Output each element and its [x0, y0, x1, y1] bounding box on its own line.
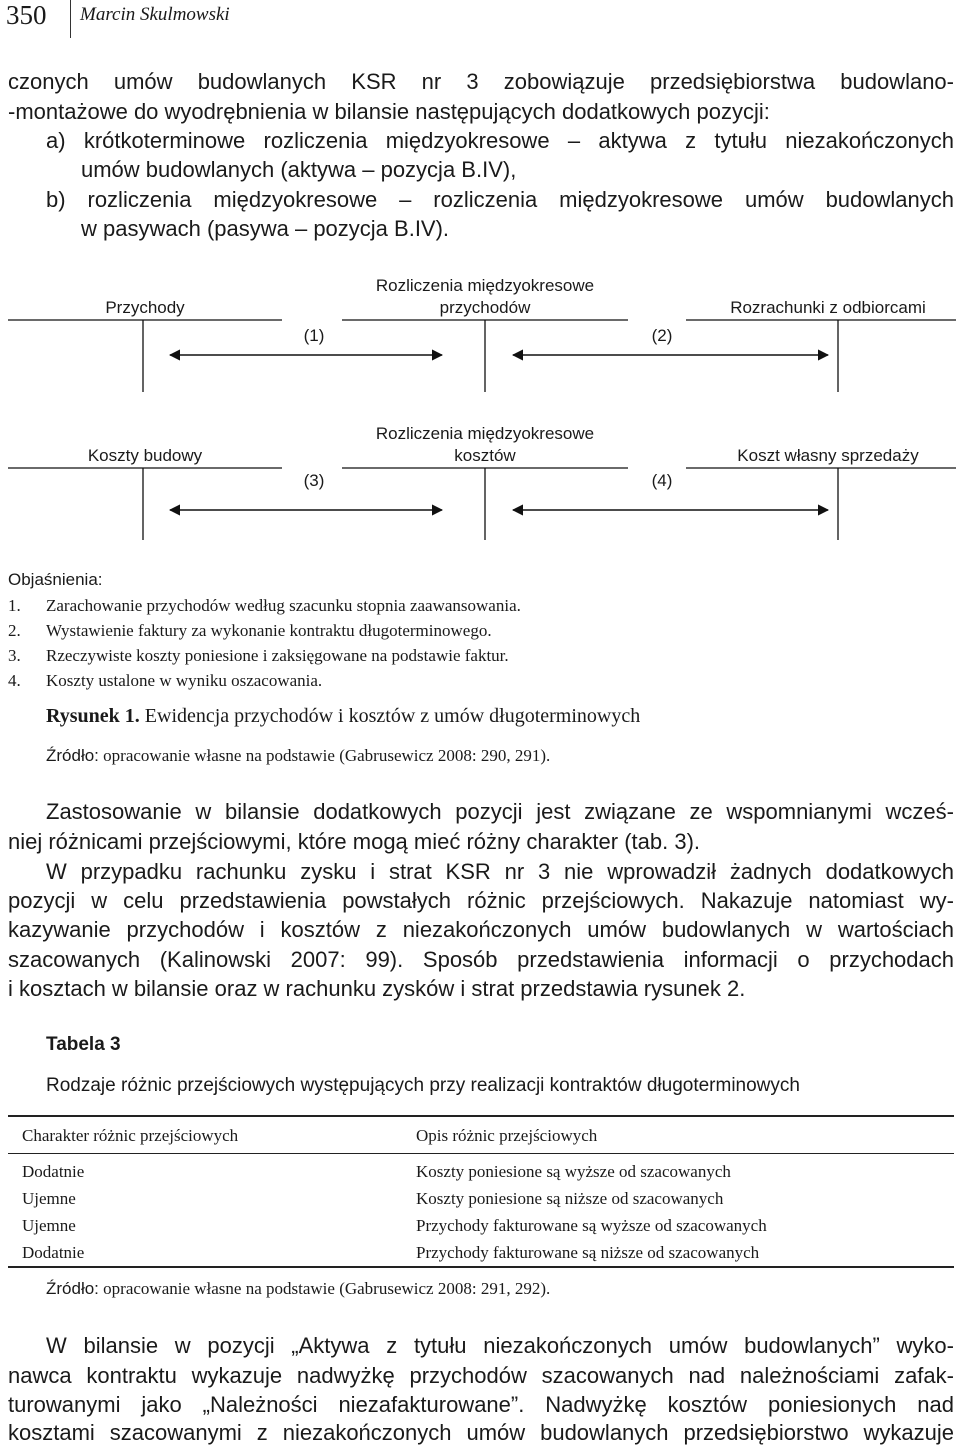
para2-line-3: W przypadku rachunku zysku i strat KSR nr 3 nie wprowadził żadnych dodatkowych [46, 859, 954, 884]
table-row [8, 1185, 954, 1212]
transitional-differences-table [8, 1115, 954, 1268]
arrow-label-2: (2) [651, 326, 673, 345]
figure-label: Rysunek 1. [46, 705, 140, 727]
explanation-text-2: Wystawienie faktury za wykonanie kontraktu długoterminowego. [46, 621, 492, 640]
para3-line-2: nawca kontraktu wykazuje nadwyżkę przychodów szacowanych nad należnościami zafak- [8, 1363, 954, 1388]
para2-line-4: pozycji w celu przedstawienia powstałych różnic przejściowych. Nakazuje natomiast wy- [8, 888, 954, 913]
figure-source-label: Źródło: [46, 746, 99, 765]
account-przychody: Przychody [105, 298, 185, 317]
arrow-label-1: (1) [303, 326, 325, 345]
explanation-num-3: 3. [8, 646, 21, 665]
para3-line-3: turowanymi jako „Należności niezafakturowane”. Nadwyżkę kosztów poniesionych nad [8, 1392, 954, 1417]
explanation-num-1: 1. [8, 596, 21, 615]
top-accounts-lines [8, 320, 956, 392]
running-head-author: Marcin Skulmowski [80, 4, 230, 25]
para3-line-4: kosztami szacowanymi z niezakończonych umów budowlanych przedsiębiorstwo wykazuje [8, 1420, 954, 1445]
table-row [8, 1212, 954, 1239]
account-rmk-line-1: Rozliczenia międzyokresowe [375, 424, 595, 443]
explanation-text-3: Rzeczywiste koszty poniesione i zaksięgowane na podstawie faktur. [46, 646, 509, 665]
table-cell-character: Dodatnie [8, 1239, 402, 1267]
table-row [8, 1239, 954, 1267]
para2-line-1: Zastosowanie w bilansie dodatkowych pozycji jest związane ze wspomnianymi wcześ- [46, 799, 954, 824]
para2-line-5: kazywanie przychodów i kosztów z niezakończonych umów budowlanych w wartościach [8, 917, 954, 942]
table-label: Tabela 3 [46, 1034, 121, 1055]
account-koszt-wlasny: Koszt własny sprzedaży [737, 446, 919, 465]
table-header-description: Opis różnic przejściowych [402, 1116, 954, 1154]
explanation-num-4: 4. [8, 671, 21, 690]
account-rmp-line-2: przychodów [439, 298, 531, 317]
explanations-title: Objaśnienia: [8, 570, 103, 589]
account-rmp-line-1: Rozliczenia międzyokresowe [375, 276, 595, 295]
account-rmk-line-2: kosztów [454, 446, 516, 465]
table-cell-description: Przychody fakturowane są wyższe od szacowanych [416, 1216, 767, 1235]
figure-source-text: opracowanie własne na podstawie (Gabrusewicz 2008: 290, 291). [98, 746, 551, 765]
table-cell-character: Ujemne [22, 1216, 76, 1235]
para2-line-6: szacowanych (Kalinowski 2007: 99). Sposób przedstawienia informacji o przychodach [8, 947, 954, 972]
arrow-label-3: (3) [303, 471, 325, 490]
bottom-accounts-lines [8, 468, 956, 540]
figure-caption [46, 705, 640, 728]
intro-line-1: czonych umów budowlanych KSR nr 3 zobowiązuje przedsiębiorstwa budowlano- [8, 69, 954, 94]
explanation-text-4: Koszty ustalone w wyniku oszacowania. [46, 671, 323, 690]
page-number: 350 [6, 0, 47, 30]
list-item-b-line-1: b) rozliczenia międzyokresowe – rozliczenia międzyokresowe umów budowlanych [46, 187, 954, 212]
explanation-num-2: 2. [8, 621, 21, 640]
table-source-label: Źródło: [46, 1279, 99, 1298]
account-koszty-budowy: Koszty budowy [87, 446, 203, 465]
table-header-row [8, 1116, 954, 1154]
table-source [46, 1279, 550, 1299]
para2-line-2: niej różnicami przejściowymi, które mogą mieć różny charakter (tab. 3). [8, 829, 701, 854]
table-title: Rodzaje różnic przejściowych występujących przy realizacji kontraktów długoterminowych [46, 1075, 800, 1096]
table-row [8, 1154, 954, 1186]
table-cell-description: Koszty poniesione są niższe od szacowanych [416, 1189, 724, 1208]
table-cell-description: Przychody fakturowane są niższe od szacowanych [402, 1239, 954, 1267]
table-cell-character: Dodatnie [22, 1162, 85, 1181]
account-rozrachunki: Rozrachunki z odbiorcami [730, 298, 926, 317]
table-header-character: Charakter różnic przejściowych [8, 1116, 402, 1154]
table-cell-description: Koszty poniesione są wyższe od szacowanych [416, 1162, 731, 1181]
list-item-b-line-2: w pasywach (pasywa – pozycja B.IV). [81, 216, 450, 241]
list-item-a-line-1: a) krótkoterminowe rozliczenia międzyokresowe – aktywa z tytułu niezakończonych [46, 128, 954, 153]
table-source-text: opracowanie własne na podstawie (Gabrusewicz 2008: 291, 292). [98, 1279, 551, 1298]
figure-source [46, 746, 550, 766]
intro-line-2: -montażowe do wyodrębnienia w bilansie następujących dodatkowych pozycji: [8, 99, 770, 124]
arrow-label-4: (4) [651, 471, 673, 490]
table-cell-character: Ujemne [22, 1189, 76, 1208]
list-item-a-line-2: umów budowlanych (aktywa – pozycja B.IV), [81, 157, 517, 182]
para2-line-7: i kosztach w bilansie oraz w rachunku zysków i strat przedstawia rysunek 2. [8, 976, 746, 1001]
figure-caption-text: Ewidencja przychodów i kosztów z umów długoterminowych [139, 705, 641, 727]
para3-line-1: W bilansie w pozycji „Aktywa z tytułu niezakończonych umów budowlanych” wyko- [46, 1333, 954, 1358]
explanation-text-1: Zarachowanie przychodów według szacunku stopnia zaawansowania. [46, 596, 521, 615]
